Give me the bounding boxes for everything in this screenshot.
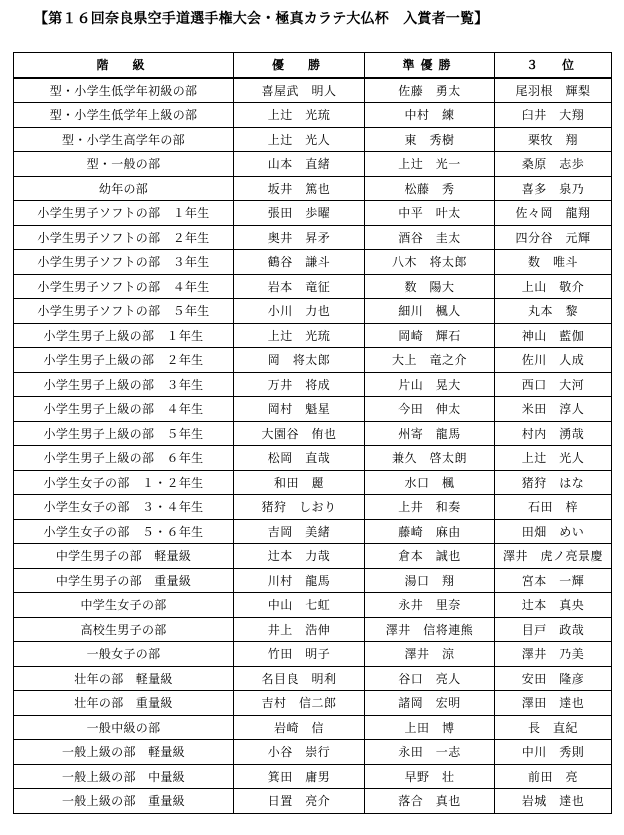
- winner-cell: 日置 亮介: [234, 789, 365, 814]
- class-cell: 一般上級の部 重量級: [14, 789, 234, 814]
- class-cell: 壮年の部 軽量級: [14, 666, 234, 691]
- third-place-cell: 米田 淳人: [495, 397, 612, 422]
- header-runner-up: 準優勝: [365, 53, 495, 78]
- runner-up-cell: 松藤 秀: [365, 176, 495, 201]
- runner-up-cell: 中村 練: [365, 103, 495, 128]
- third-place-cell: 四分谷 元輝: [495, 225, 612, 250]
- class-cell: 小学生男子ソフトの部 ３年生: [14, 250, 234, 275]
- third-place-cell: 西口 大河: [495, 372, 612, 397]
- winner-cell: 井上 浩伸: [234, 617, 365, 642]
- runner-up-cell: 酒谷 圭太: [365, 225, 495, 250]
- table-row: [14, 127, 612, 152]
- winner-cell: 上辻 光琉: [234, 323, 365, 348]
- third-place-cell: 数 唯斗: [495, 250, 612, 275]
- third-place-cell: 神山 藍伽: [495, 323, 612, 348]
- class-cell: 中学生女子の部: [14, 593, 234, 618]
- runner-up-cell: 州寄 龍馬: [365, 421, 495, 446]
- runner-up-cell: 澤井 涼: [365, 642, 495, 667]
- class-cell: 小学生女子の部 ５・６年生: [14, 519, 234, 544]
- runner-up-cell: 細川 楓人: [365, 299, 495, 324]
- third-place-cell: 澤田 達也: [495, 691, 612, 716]
- third-place-cell: 澤井 虎ノ亮景慶: [495, 544, 612, 569]
- class-cell: 小学生男子上級の部 ４年生: [14, 397, 234, 422]
- runner-up-cell: 永井 里奈: [365, 593, 495, 618]
- winner-cell: 岡 将太郎: [234, 348, 365, 373]
- winner-cell: 小谷 崇行: [234, 740, 365, 765]
- table-row: [14, 593, 612, 618]
- winner-cell: 山本 直緒: [234, 152, 365, 177]
- winner-cell: 岡村 魁星: [234, 397, 365, 422]
- winner-cell: 吉村 信二郎: [234, 691, 365, 716]
- winner-cell: 吉岡 美緒: [234, 519, 365, 544]
- third-place-cell: 喜多 泉乃: [495, 176, 612, 201]
- table-row: [14, 715, 612, 740]
- runner-up-cell: 兼久 啓太朗: [365, 446, 495, 471]
- runner-up-cell: 早野 壮: [365, 764, 495, 789]
- third-place-cell: 桑原 志歩: [495, 152, 612, 177]
- class-cell: 小学生女子の部 １・２年生: [14, 470, 234, 495]
- runner-up-cell: 中平 叶太: [365, 201, 495, 226]
- table-row: [14, 250, 612, 275]
- class-cell: 小学生男子上級の部 ６年生: [14, 446, 234, 471]
- runner-up-cell: 諸岡 宏明: [365, 691, 495, 716]
- table-row: [14, 323, 612, 348]
- runner-up-cell: 上井 和奏: [365, 495, 495, 520]
- runner-up-cell: 上辻 光一: [365, 152, 495, 177]
- table-row: [14, 666, 612, 691]
- runner-up-cell: 倉本 誠也: [365, 544, 495, 569]
- third-place-cell: 臼井 大翔: [495, 103, 612, 128]
- table-row: [14, 519, 612, 544]
- class-cell: 小学生男子上級の部 ２年生: [14, 348, 234, 373]
- table-row: [14, 274, 612, 299]
- class-cell: 高校生男子の部: [14, 617, 234, 642]
- third-place-cell: 目戸 政哉: [495, 617, 612, 642]
- runner-up-cell: 佐藤 勇太: [365, 78, 495, 103]
- winner-cell: 小川 力也: [234, 299, 365, 324]
- class-cell: 中学生男子の部 重量級: [14, 568, 234, 593]
- runner-up-cell: 岡崎 輝石: [365, 323, 495, 348]
- class-cell: 小学生男子上級の部 ５年生: [14, 421, 234, 446]
- table-row: [14, 470, 612, 495]
- class-cell: 中学生男子の部 軽量級: [14, 544, 234, 569]
- winner-cell: 中山 七虹: [234, 593, 365, 618]
- winner-cell: 猪狩 しおり: [234, 495, 365, 520]
- table-row: [14, 176, 612, 201]
- winner-cell: 松岡 直哉: [234, 446, 365, 471]
- third-place-cell: 宮本 一輝: [495, 568, 612, 593]
- table-row: [14, 103, 612, 128]
- runner-up-cell: 水口 楓: [365, 470, 495, 495]
- results-table: [13, 52, 612, 814]
- third-place-cell: 栗牧 翔: [495, 127, 612, 152]
- third-place-cell: 猪狩 はな: [495, 470, 612, 495]
- class-cell: 型・小学生低学年初級の部: [14, 78, 234, 103]
- third-place-cell: 尾羽根 輝梨: [495, 78, 612, 103]
- class-cell: 小学生男子上級の部 ３年生: [14, 372, 234, 397]
- winner-cell: 竹田 明子: [234, 642, 365, 667]
- table-row: [14, 691, 612, 716]
- winner-cell: 坂井 篤也: [234, 176, 365, 201]
- runner-up-cell: 落合 真也: [365, 789, 495, 814]
- table-row: [14, 568, 612, 593]
- winner-cell: 大園谷 侑也: [234, 421, 365, 446]
- class-cell: 小学生男子ソフトの部 ２年生: [14, 225, 234, 250]
- table-row: [14, 372, 612, 397]
- class-cell: 型・小学生低学年上級の部: [14, 103, 234, 128]
- winner-cell: 岩本 竜征: [234, 274, 365, 299]
- winner-cell: 奥井 昇矛: [234, 225, 365, 250]
- third-place-cell: 上辻 光人: [495, 446, 612, 471]
- third-place-cell: 田畑 めい: [495, 519, 612, 544]
- winner-cell: 川村 龍馬: [234, 568, 365, 593]
- winner-cell: 上辻 光人: [234, 127, 365, 152]
- table-row: [14, 152, 612, 177]
- third-place-cell: 上山 敬介: [495, 274, 612, 299]
- class-cell: 小学生男子上級の部 １年生: [14, 323, 234, 348]
- class-cell: 幼年の部: [14, 176, 234, 201]
- header-class: 階 級: [14, 53, 234, 78]
- winner-cell: 張田 歩曜: [234, 201, 365, 226]
- winner-cell: 鶴谷 謙斗: [234, 250, 365, 275]
- table-row: [14, 397, 612, 422]
- table-row: [14, 348, 612, 373]
- third-place-cell: 佐川 人成: [495, 348, 612, 373]
- third-place-cell: 佐々岡 龍翔: [495, 201, 612, 226]
- table-row: [14, 642, 612, 667]
- winner-cell: 上辻 光琉: [234, 103, 365, 128]
- runner-up-cell: 永田 一志: [365, 740, 495, 765]
- runner-up-cell: 上田 博: [365, 715, 495, 740]
- table-row: [14, 617, 612, 642]
- table-row: [14, 495, 612, 520]
- third-place-cell: 村内 湧哉: [495, 421, 612, 446]
- table-row: [14, 421, 612, 446]
- runner-up-cell: 大上 竜之介: [365, 348, 495, 373]
- table-header-row: [14, 53, 612, 78]
- header-third: ３ 位: [495, 53, 612, 78]
- class-cell: 型・一般の部: [14, 152, 234, 177]
- runner-up-cell: 湯口 翔: [365, 568, 495, 593]
- runner-up-cell: 谷口 亮人: [365, 666, 495, 691]
- third-place-cell: 石田 梓: [495, 495, 612, 520]
- winner-cell: 万井 将成: [234, 372, 365, 397]
- third-place-cell: 岩城 達也: [495, 789, 612, 814]
- class-cell: 小学生男子ソフトの部 １年生: [14, 201, 234, 226]
- table-row: [14, 764, 612, 789]
- runner-up-cell: 片山 晃大: [365, 372, 495, 397]
- table-row: [14, 201, 612, 226]
- runner-up-cell: 澤井 信将連熊: [365, 617, 495, 642]
- class-cell: 小学生男子ソフトの部 ４年生: [14, 274, 234, 299]
- third-place-cell: 長 直紀: [495, 715, 612, 740]
- winner-cell: 和田 麗: [234, 470, 365, 495]
- table-row: [14, 225, 612, 250]
- class-cell: 一般上級の部 軽量級: [14, 740, 234, 765]
- runner-up-cell: 八木 将太郎: [365, 250, 495, 275]
- third-place-cell: 丸本 黎: [495, 299, 612, 324]
- winner-cell: 喜屋武 明人: [234, 78, 365, 103]
- third-place-cell: 澤井 乃美: [495, 642, 612, 667]
- class-cell: 小学生女子の部 ３・４年生: [14, 495, 234, 520]
- header-winner: 優 勝: [234, 53, 365, 78]
- winner-cell: 名目良 明利: [234, 666, 365, 691]
- table-row: [14, 78, 612, 103]
- class-cell: 型・小学生高学年の部: [14, 127, 234, 152]
- runner-up-cell: 数 陽大: [365, 274, 495, 299]
- results-body: [14, 78, 612, 814]
- winner-cell: 箕田 庸男: [234, 764, 365, 789]
- third-place-cell: 辻本 真央: [495, 593, 612, 618]
- table-row: [14, 544, 612, 569]
- class-cell: 一般上級の部 中量級: [14, 764, 234, 789]
- table-row: [14, 446, 612, 471]
- runner-up-cell: 今田 伸太: [365, 397, 495, 422]
- third-place-cell: 前田 亮: [495, 764, 612, 789]
- page-title: 【第１６回奈良県空手道選手権大会・極真カラテ大仏杯 入賞者一覧】: [34, 11, 489, 27]
- winner-cell: 辻本 力哉: [234, 544, 365, 569]
- runner-up-cell: 東 秀樹: [365, 127, 495, 152]
- table-row: [14, 299, 612, 324]
- class-cell: 一般中級の部: [14, 715, 234, 740]
- table-row: [14, 789, 612, 814]
- third-place-cell: 安田 隆彦: [495, 666, 612, 691]
- class-cell: 小学生男子ソフトの部 ５年生: [14, 299, 234, 324]
- third-place-cell: 中川 秀則: [495, 740, 612, 765]
- winner-cell: 岩崎 信: [234, 715, 365, 740]
- table-row: [14, 740, 612, 765]
- class-cell: 一般女子の部: [14, 642, 234, 667]
- runner-up-cell: 藤崎 麻由: [365, 519, 495, 544]
- class-cell: 壮年の部 重量級: [14, 691, 234, 716]
